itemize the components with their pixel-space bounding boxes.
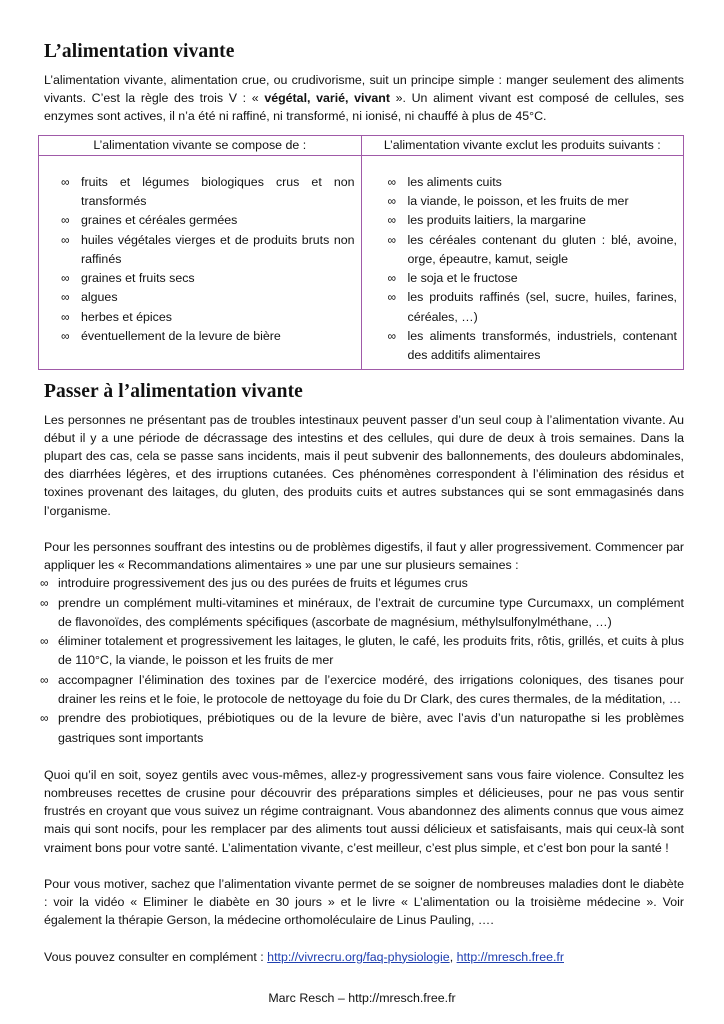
infinity-bullet-icon: ∞ [61, 290, 70, 305]
infinity-bullet-icon: ∞ [387, 290, 397, 305]
included-food-item-text: algues [81, 290, 118, 305]
step-item [40, 574, 684, 593]
included-food-item-text: huiles végétales vierges et de produits bruts non raffinés [81, 232, 355, 266]
included-foods-list [61, 173, 355, 347]
infinity-bullet-icon: ∞ [40, 711, 49, 726]
intro-paragraph [44, 71, 684, 126]
included-food-item [61, 308, 355, 327]
step-item-text: prendre des probiotiques, prébiotiques ou de la levure de bière, avec l’avis d’un naturopathe si les problèmes gastriques sont importants [58, 711, 684, 745]
excluded-food-item [388, 192, 678, 211]
included-food-item [61, 211, 355, 230]
intro-bold-text: végétal, varié, vivant [264, 91, 390, 106]
page-footer: Marc Resch – http://mresch.free.fr [268, 991, 456, 1005]
excluded-food-item-text: la viande, le poisson, et les fruits de mer [407, 193, 629, 208]
included-food-item-text: fruits et légumes biologiques crus et non transformés [81, 174, 355, 208]
excluded-food-item-text: les produits raffinés (sel, sucre, huiles, farines, céréales, …) [407, 290, 677, 324]
included-food-item [61, 327, 355, 346]
infinity-bullet-icon: ∞ [387, 232, 397, 247]
left-column-cell [39, 155, 362, 369]
excluded-foods-list [388, 173, 678, 366]
infinity-bullet-icon: ∞ [387, 271, 397, 286]
included-food-item [61, 269, 355, 288]
section-title-passer: Passer à l’alimentation vivante [44, 380, 303, 402]
excluded-food-item [388, 173, 678, 192]
step-item-text: introduire progressivement des jus ou des purées de fruits et légumes crus [58, 576, 468, 591]
infinity-bullet-icon: ∞ [61, 309, 70, 324]
link-mresch[interactable]: http://mresch.free.fr [456, 949, 564, 964]
infinity-bullet-icon: ∞ [387, 213, 397, 228]
infinity-bullet-icon: ∞ [61, 328, 70, 343]
step-item-text: accompagner l’élimination des toxines par de l’exercice modéré, des irrigations coloniques, des tisanes pour drainer les reins et le foie, le protocole de nettoyage du foie du Dr Clark, des cures thermales, de la méditation, … [58, 672, 684, 706]
section-title-alimentation-vivante: L’alimentation vivante [44, 41, 235, 62]
paragraph-1: Les personnes ne présentant pas de troubles intestinaux peuvent passer d’un seul coup à l’alimentation vivante. Au début il y a une période de décrassage des intestins et des cellules, qui dure de deux à trois semaines. Dans la plupart des cas, cela se passe sans incidents, mais il peut subvenir des ballonnements, des douleurs abdominales, des diarrhées légères, et des irruptions cutanées. Ces phénomènes correspondent à l’élimination des résidus et toxines provenant des laitages, du gluten, des produits cuits et autres substances qui se sont emmagasinés dans l’organisme. [44, 412, 684, 518]
included-food-item [61, 288, 355, 307]
document-page [40, 40, 684, 966]
included-food-item [61, 173, 355, 212]
excluded-food-item-text: les aliments cuits [407, 174, 502, 189]
intro-text-b: ». Un aliment vivant est composé de cellules, ses enzymes sont actives, il n’a été ni raffiné, ni transformé, ni ionisé, ni chauffé à plus de 45°C. [44, 91, 684, 124]
infinity-bullet-icon: ∞ [61, 213, 70, 228]
step-item [40, 594, 684, 633]
included-food-item-text: graines et fruits secs [81, 271, 195, 286]
infinity-bullet-icon: ∞ [387, 193, 397, 208]
excluded-food-item-text: les aliments transformés, industriels, contenant des additifs alimentaires [407, 328, 677, 363]
excluded-food-item [388, 288, 678, 327]
infinity-bullet-icon: ∞ [40, 634, 49, 649]
included-food-item-text: éventuellement de la levure de bière [81, 328, 281, 343]
step-item [40, 632, 684, 671]
excluded-food-item [388, 231, 678, 270]
excluded-food-item [388, 211, 678, 230]
step-item-text: prendre un complément multi-vitamines et minéraux, de l’extrait de curcumine type Curcumaxx, un complément de flavonoïdes, des compléments spécifiques (ascorbate de magnésium, méthylsulfonylméthane, …) [58, 595, 684, 629]
links-separator: , [449, 949, 457, 964]
infinity-bullet-icon: ∞ [40, 672, 49, 687]
excluded-food-item-text: le soja et le fructose [407, 271, 518, 286]
excluded-food-item [388, 269, 678, 288]
included-food-item-text: graines et céréales germées [81, 213, 238, 228]
links-paragraph [44, 948, 684, 966]
step-item-text: éliminer totalement et progressivement les laitages, le gluten, le café, les produits frits, rôtis, grillés, et cuits à plus de 110°C, la viande, le poisson et les fruits de mer [58, 634, 684, 668]
paragraph-4: Pour vous motiver, sachez que l’alimentation vivante permet de se soigner de nombreuses maladies dont le diabète : voir la vidéo « Eliminer le diabète en 30 jours » et le livre « L’alimentation ou la troisième médecine ». Voir également la thérapie Gerson, la médecine orthomoléculaire de Linus Pauling, …. [44, 876, 684, 928]
steps-list [40, 574, 684, 748]
paragraph-2: Pour les personnes souffrant des intestins ou de problèmes digestifs, il faut y aller progressivement. Commencer par appliquer les « Recommandations alimentaires » une par une sur plusieurs semaines : [44, 539, 684, 572]
infinity-bullet-icon: ∞ [387, 328, 397, 343]
right-column-cell [361, 155, 684, 369]
step-item [40, 709, 684, 748]
included-food-item-text: herbes et épices [81, 309, 172, 324]
comparison-table [38, 135, 684, 370]
paragraph-3: Quoi qu’il en soit, soyez gentils avec vous-mêmes, allez-y progressivement sans vous faire violence. Consultez les nombreuses recettes de crusine pour découvrir des préparations simples et délicieuses, pour ne pas vous sentir frustrés en croyant que vous suivez un régime contraignant. Vous abandonnez des aliments connus que vous aimez mais qui sont nocifs, pour les remplacer par des aliments tout aussi délicieux et satisfaisants, mais qui ceux-là sont vraiment bons pour votre santé. L’alimentation vivante, c’est meilleur, c’est plus simple, et c’est bon pour la santé ! [44, 767, 684, 855]
infinity-bullet-icon: ∞ [40, 576, 49, 591]
infinity-bullet-icon: ∞ [387, 174, 397, 189]
infinity-bullet-icon: ∞ [61, 174, 70, 189]
left-column-header: L’alimentation vivante se compose de : [39, 135, 362, 155]
included-food-item [61, 231, 355, 270]
links-prefix: Vous pouvez consulter en complément : [44, 949, 268, 964]
infinity-bullet-icon: ∞ [61, 271, 70, 286]
right-column-header: L’alimentation vivante exclut les produits suivants : [361, 135, 684, 155]
link-vivrecru[interactable]: http://vivrecru.org/faq-physiologie [267, 949, 450, 964]
excluded-food-item-text: les produits laitiers, la margarine [407, 213, 586, 228]
infinity-bullet-icon: ∞ [61, 232, 70, 247]
step-item [40, 671, 684, 710]
infinity-bullet-icon: ∞ [40, 595, 49, 610]
excluded-food-item [388, 327, 678, 366]
excluded-food-item-text: les céréales contenant du gluten : blé, avoine, orge, épeautre, kamut, seigle [407, 232, 677, 266]
intro-text-a: L’alimentation vivante, alimentation crue, ou crudivorisme, suit un principe simple : manger seulement des aliments vivants. C’est la règle des trois V : « [44, 73, 684, 106]
